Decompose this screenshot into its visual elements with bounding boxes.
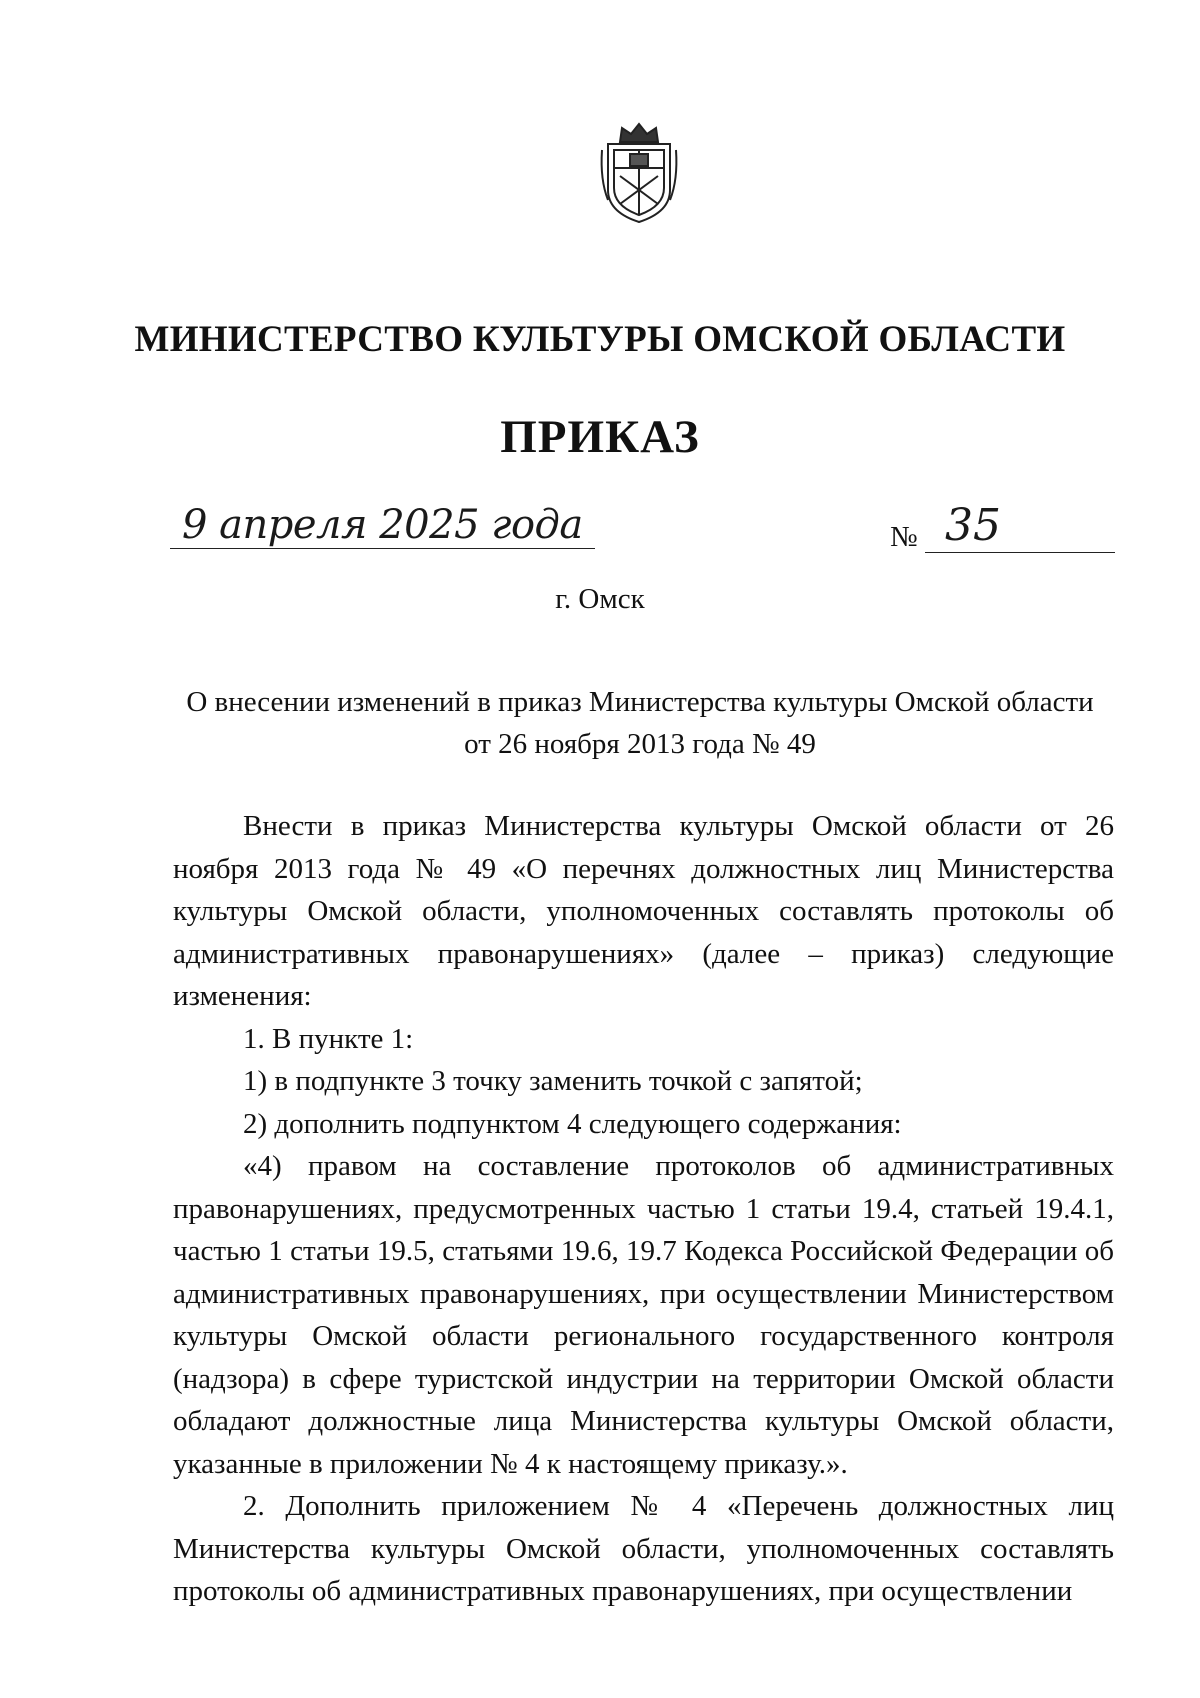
body-paragraph-intro: Внести в приказ Министерства культуры Омской области от 26 ноября 2013 года № 49 «О перечнях должностных лиц Министерства культуры Омской области, уполномоченных составлять протоколы об административных правонарушениях» (далее – приказ) следующие изменения: [173, 810, 1114, 1012]
number-label: № [890, 521, 918, 553]
date-underline [170, 548, 595, 549]
document-type-title: ПРИКАЗ [500, 411, 700, 463]
body-subitem-1: 1) в подпункте 3 точку заменить точкой с запятой; [243, 1065, 863, 1097]
handwritten-number: 35 [945, 500, 1001, 551]
order-subject [160, 681, 1120, 765]
subject-line-2: от 26 ноября 2013 года № 49 [464, 728, 816, 760]
body-item-1: 1. В пункте 1: [243, 1022, 414, 1055]
coat-of-arms-emblem [598, 120, 680, 226]
handwritten-date: 9 апреля 2025 года [182, 502, 583, 548]
subject-line-1: О внесении изменений в приказ Министерства культуры Омской области [186, 686, 1094, 718]
body-subitem-2: 2) дополнить подпунктом 4 следующего содержания: [243, 1107, 902, 1140]
body-quoted-subitem-4: «4) правом на составление протоколов об административных правонарушениях, предусмотренных частью 1 статьи 19.4, статьей 19.4.1, частью 1 статьи 19.5, статьями 19.6, 19.7 Кодекса Российской Федерации об административных правонарушениях, при осуществлении Министерством культуры Омской области регионального государственного контроля (надзора) в сфере туристской индустрии на территории Омской области обладают должностные лица Министерства культуры Омской области, указанные в приложении № 4 к настоящему приказу.». [173, 1150, 1114, 1480]
body-item-2: 2. Дополнить приложением № 4 «Перечень должностных лиц Министерства культуры Омской области, уполномоченных составлять протоколы об административных правонарушениях, при осуществлении [173, 1490, 1114, 1607]
ministry-name: МИНИСТЕРСТВО КУЛЬТУРЫ ОМСКОЙ ОБЛАСТИ [134, 319, 1066, 360]
number-underline [925, 552, 1115, 553]
city-line: г. Омск [555, 583, 645, 615]
order-body [173, 805, 1114, 1613]
